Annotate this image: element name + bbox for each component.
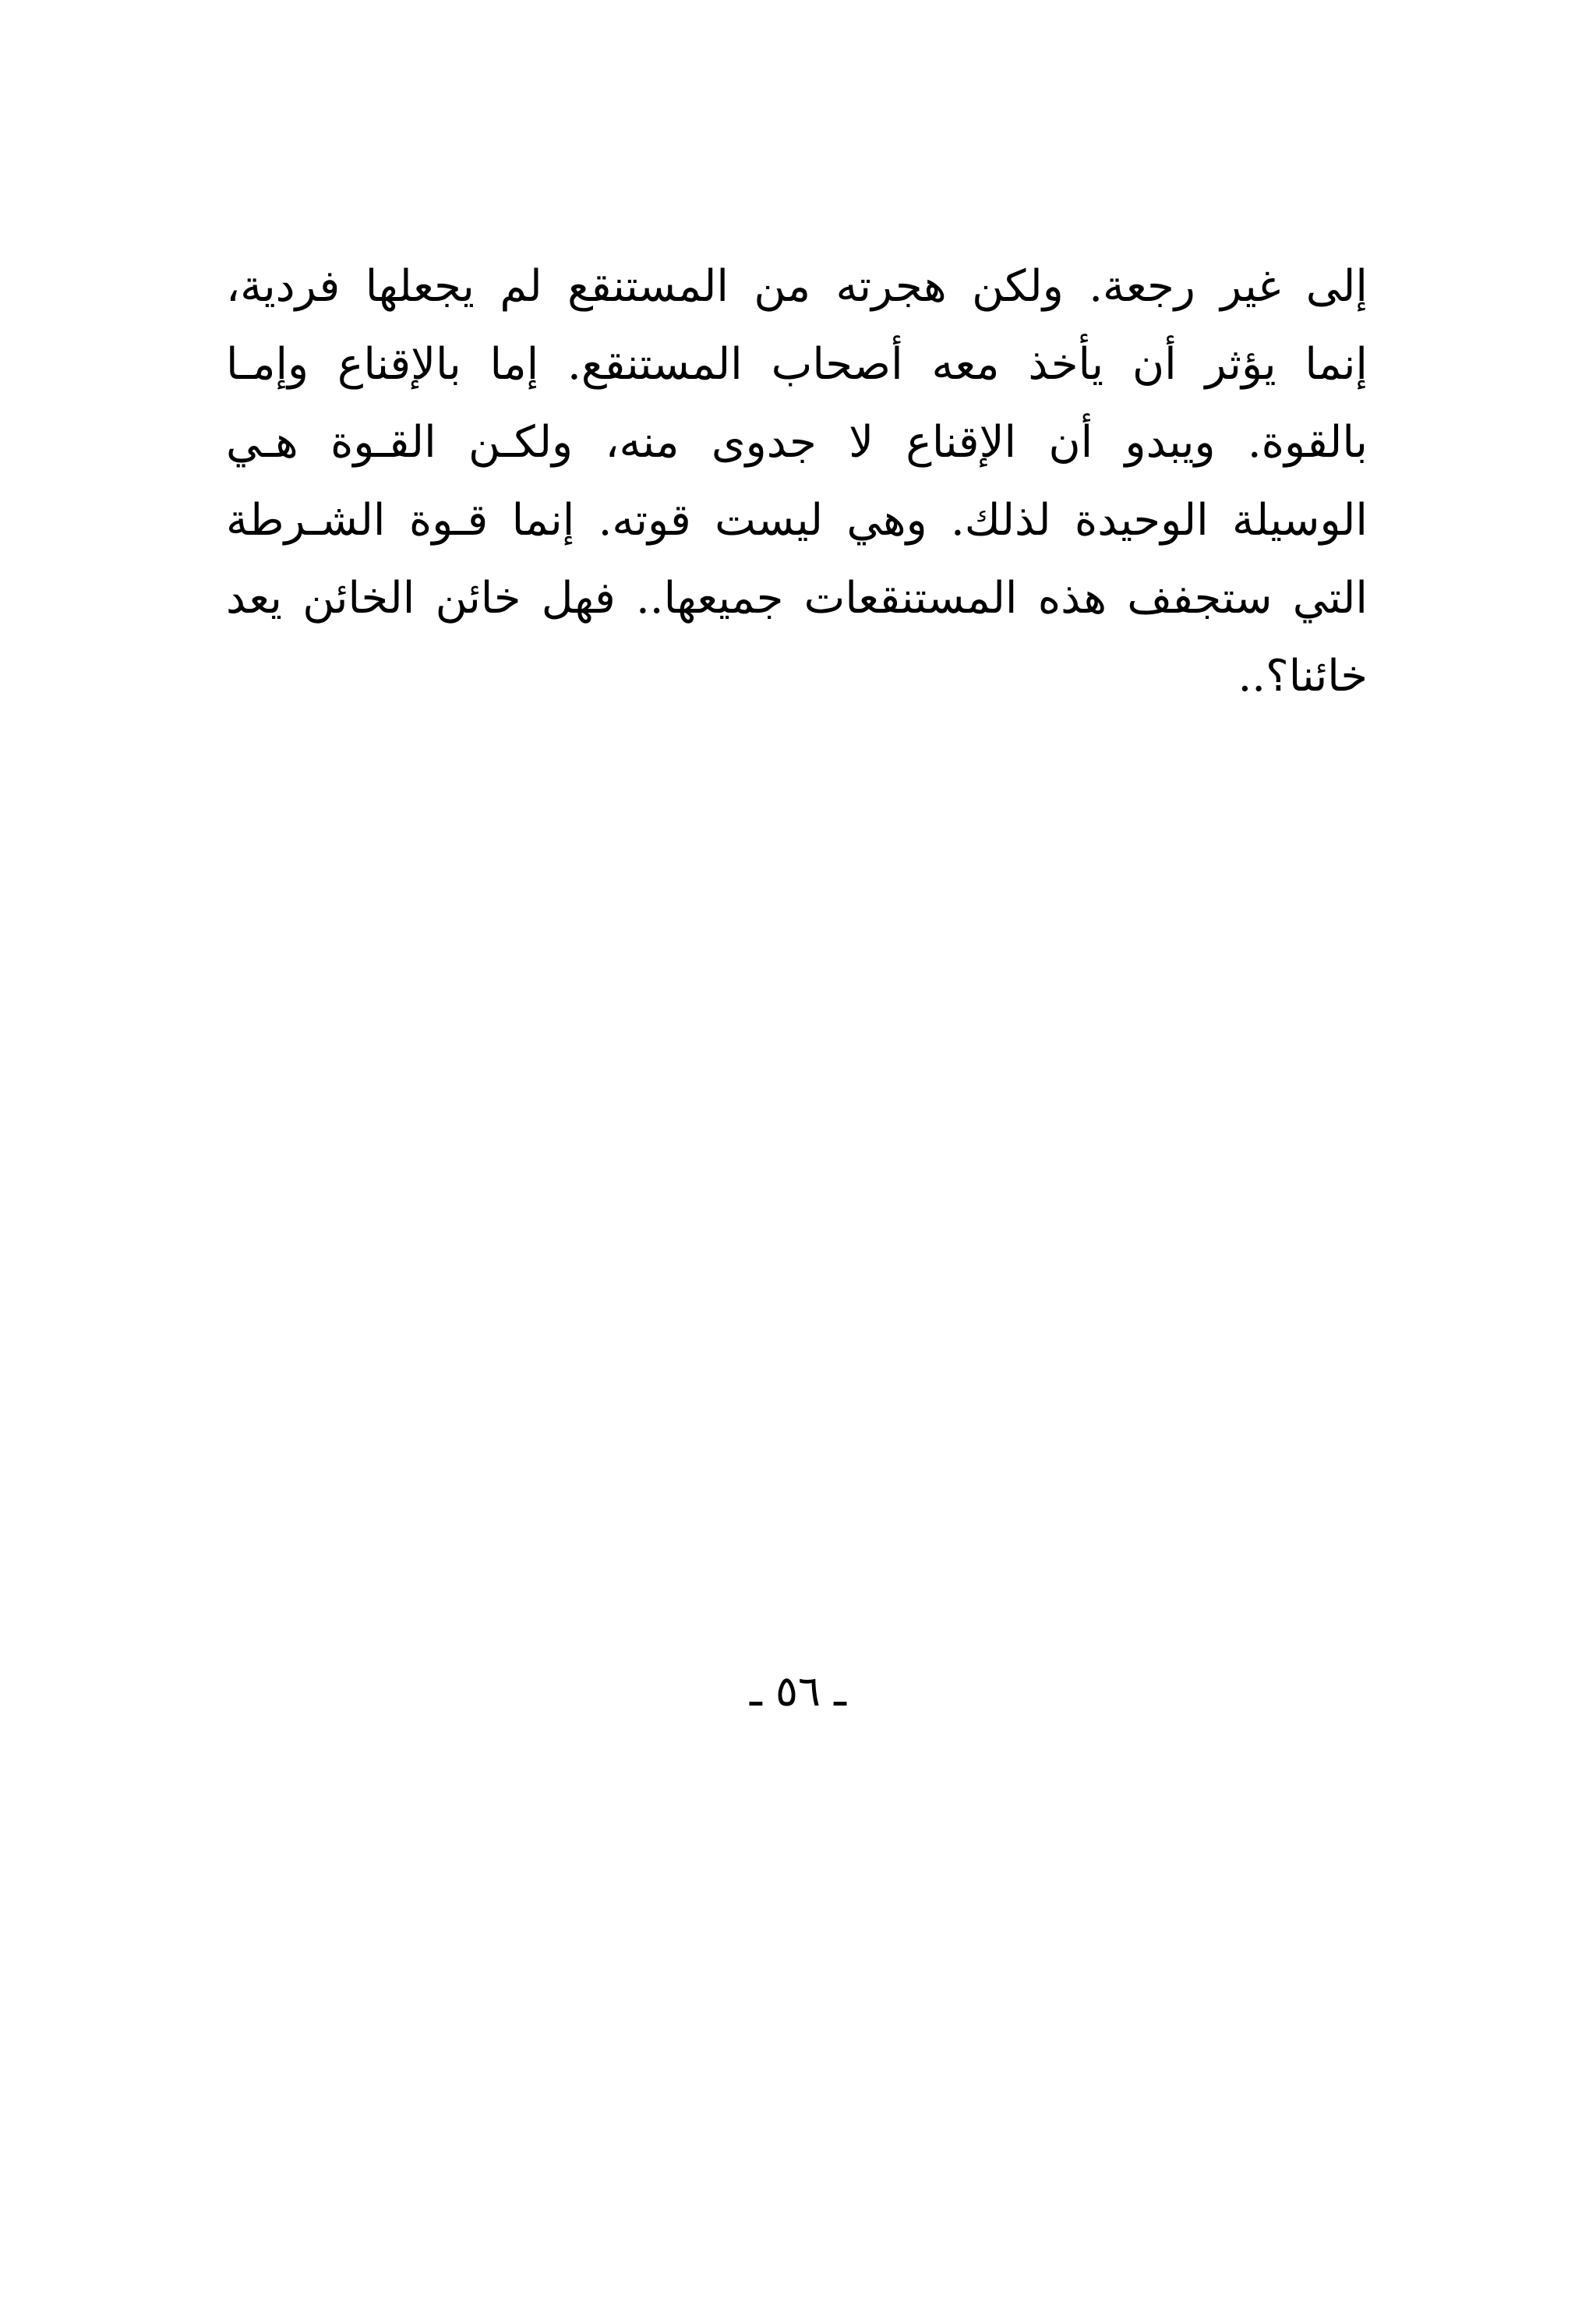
page-number: ـ ٥٦ ـ	[749, 1667, 846, 1716]
paragraph-line: خائنا؟..	[1238, 651, 1368, 702]
paragraph-line: إنما يؤثر أن يأخذ معه أصحاب المستنقع. إما بالإقناع وإمـا	[226, 339, 1368, 390]
paragraph-line: بالقوة. ويبدو أن الإقناع لا جدوى منه، ولكـن القـوة هـي	[226, 417, 1368, 468]
body-paragraph	[226, 248, 1368, 716]
paragraph-line: الوسيلة الوحيدة لذلك. وهي ليست قوته. إنما قـوة الشـرطة	[226, 495, 1368, 546]
paragraph-line: التي ستجفف هذه المستنقعات جميعها.. فهل خائن الخائن يعد	[226, 573, 1368, 624]
paragraph-line: إلى غير رجعة. ولكن هجرته من المستنقع لم يجعلها فردية،	[226, 261, 1368, 312]
